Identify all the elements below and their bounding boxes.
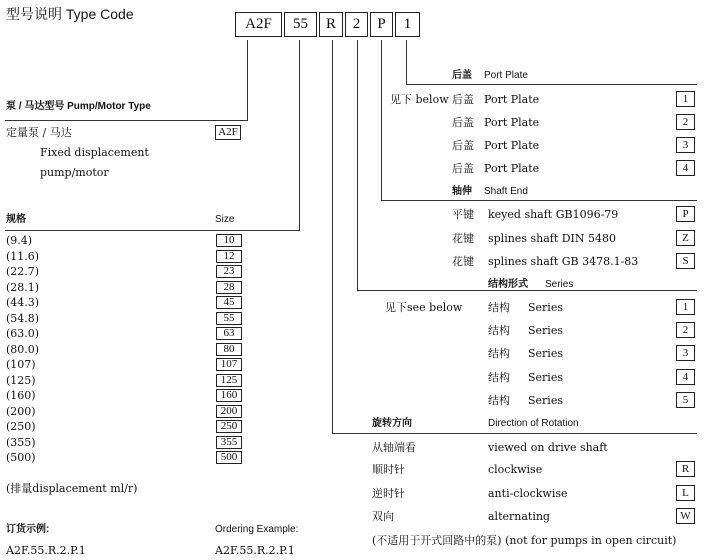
option-en: Port Plate [484, 116, 540, 129]
rotation-heading-en: Direction of Rotation [488, 418, 579, 429]
option-en: Series [528, 371, 563, 384]
shaft-code-box: S [676, 253, 695, 269]
option-en: anti-clockwise [488, 487, 568, 500]
header-code-box: 1 [395, 12, 420, 37]
option-en: Series [528, 324, 563, 337]
size-connector-h [5, 230, 300, 231]
size-displacement: (22.7) [6, 265, 40, 278]
shaft-connector-v [381, 40, 382, 200]
header-code-box: 55 [284, 12, 317, 37]
rotation-connector-v [332, 40, 333, 433]
option-cn: 花键 [452, 255, 474, 268]
option-cn: 后盖 [452, 162, 474, 175]
size-displacement: (200) [6, 404, 36, 418]
option-en: Series [528, 301, 563, 314]
fixed-cn: 定量泵 / 马达 [6, 126, 72, 139]
series-see-below: 见下see below [385, 301, 463, 314]
option-cn: 双向 [372, 510, 394, 523]
series-code-box: 4 [676, 369, 695, 385]
option-en: Series [528, 394, 563, 407]
rotation-code-box: L [676, 485, 695, 501]
size-connector-v [299, 40, 300, 230]
option-en: Series [528, 347, 563, 360]
option-cn: 结构 [488, 324, 510, 337]
option-cn: 结构 [488, 301, 510, 314]
header-code-box: 2 [345, 12, 368, 37]
series-heading-cn: 结构形式 [488, 279, 528, 290]
port-heading-en: Port Plate [484, 70, 528, 81]
option-en: clockwise [488, 463, 543, 476]
series-code-box: 3 [676, 345, 695, 361]
port-code-box: 2 [676, 114, 695, 130]
size-displacement: (11.6) [6, 249, 40, 263]
size-displacement: (107) [6, 358, 36, 371]
size-code-box: 80 [216, 343, 242, 356]
shaft-heading-en: Shaft End [484, 186, 528, 197]
size-heading-en: Size [215, 214, 235, 225]
rotation-code-box: W [676, 508, 695, 524]
size-displacement: (9.4) [6, 234, 33, 247]
size-code-box: 12 [216, 250, 242, 263]
option-cn: 花键 [452, 232, 474, 245]
size-displacement: (500) [6, 451, 36, 464]
size-code-box: 200 [216, 405, 242, 418]
series-code-box: 2 [676, 322, 695, 338]
series-connector-v [357, 40, 358, 290]
option-en: alternating [488, 510, 550, 523]
option-cn: 后盖 [452, 139, 474, 152]
size-code-box: 500 [216, 451, 242, 464]
series-code-box: 1 [676, 299, 695, 315]
size-displacement: (160) [6, 389, 36, 402]
option-cn: 逆时针 [372, 487, 405, 500]
shaft-code-box: P [676, 206, 695, 222]
size-code-box: 55 [216, 312, 242, 325]
option-cn: 顺时针 [372, 463, 405, 476]
rotation-connector-h [332, 433, 697, 434]
size-displacement: (44.3) [6, 296, 40, 309]
series-heading-en: Series [545, 279, 574, 290]
size-code-box: 10 [216, 234, 242, 247]
port-see-below: 见下 below [390, 93, 449, 106]
rotation-heading-cn: 旋转方向 [372, 418, 412, 429]
size-code-box: 107 [216, 358, 242, 371]
page-title: 型号说明 Type Code [6, 6, 134, 22]
option-cn: 结构 [488, 371, 510, 384]
option-en: splines shaft DIN 5480 [488, 232, 617, 245]
type-connector-v [247, 40, 248, 120]
type-connector-h [5, 120, 248, 121]
port-connector-h [406, 84, 697, 85]
size-code-box: 28 [216, 281, 242, 294]
size-displacement: (63.0) [6, 327, 40, 340]
order-code-2: A2F.55.R.2.P.1 [215, 544, 295, 557]
size-displacement: (250) [6, 420, 36, 433]
option-cn: 平键 [452, 208, 474, 221]
option-cn: 结构 [488, 394, 510, 407]
option-en: splines shaft GB 3478.1-83 [488, 255, 639, 268]
size-code-box: 355 [216, 436, 242, 449]
pump-type-heading: 泵 / 马达型号 Pump/Motor Type [6, 101, 151, 112]
size-code-box: 125 [216, 374, 242, 387]
option-cn: 后盖 [452, 116, 474, 129]
fixed-en-2: pump/motor [40, 166, 109, 179]
size-displacement: (54.8) [6, 311, 40, 325]
fixed-code-box: A2F [215, 125, 241, 140]
size-displacement: (28.1) [6, 280, 40, 294]
option-en: Port Plate [484, 139, 540, 152]
port-connector-v [406, 40, 407, 84]
port-code-box: 4 [676, 160, 695, 176]
option-en: keyed shaft GB1096-79 [488, 208, 619, 221]
series-code-box: 5 [676, 392, 695, 408]
rotation-code-box: R [676, 461, 695, 477]
rotation-viewed-cn: 从轴端看 [372, 441, 416, 454]
displacement-note: (排量displacement ml/r) [6, 482, 138, 495]
option-en: Port Plate [484, 93, 540, 106]
size-displacement: (355) [6, 435, 36, 449]
shaft-code-box: Z [676, 230, 695, 246]
header-code-box: A2F [235, 12, 282, 37]
order-code-1: A2F.55.R.2.P.1 [6, 544, 86, 557]
size-displacement: (80.0) [6, 342, 40, 356]
shaft-connector-h [381, 200, 697, 201]
option-en: Port Plate [484, 162, 540, 175]
rotation-viewed-en: viewed on drive shaft [488, 441, 608, 454]
header-code-box: P [370, 12, 393, 37]
option-cn: 结构 [488, 347, 510, 360]
header-code-box: R [319, 12, 343, 37]
option-cn: 后盖 [452, 93, 474, 106]
shaft-heading-cn: 轴伸 [452, 186, 472, 197]
size-heading-cn: 规格 [6, 214, 26, 225]
size-code-box: 45 [216, 296, 242, 309]
size-code-box: 63 [216, 327, 242, 340]
size-displacement: (125) [6, 373, 36, 387]
port-heading-cn: 后盖 [452, 70, 472, 81]
size-code-box: 160 [216, 389, 242, 402]
fixed-en-1: Fixed displacement [40, 146, 149, 159]
rotation-note: (不适用于开式回路中的泵) (not for pumps in open circuit) [372, 534, 677, 547]
size-code-box: 23 [216, 265, 242, 278]
port-code-box: 3 [676, 137, 695, 153]
size-code-box: 250 [216, 420, 242, 433]
port-code-box: 1 [676, 91, 695, 107]
order-en: Ordering Example: [215, 524, 299, 535]
order-cn: 订货示例: [6, 524, 50, 535]
